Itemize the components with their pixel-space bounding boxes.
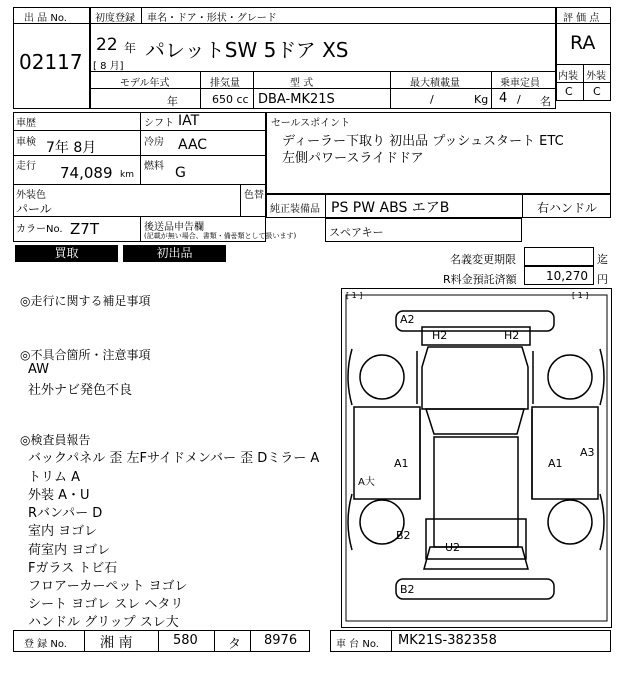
- plate-label: 登 録 No.: [24, 639, 67, 650]
- plate-kana: タ: [228, 637, 242, 652]
- inspector-item: 室内 ヨゴレ: [28, 524, 98, 539]
- color-change-label: 色替: [244, 190, 264, 201]
- damage-mark: A1: [548, 457, 563, 470]
- chassis-label: 車 台 No.: [336, 639, 379, 650]
- cooling: AAC: [178, 137, 208, 153]
- name-change-unit: 迄: [597, 253, 608, 266]
- max-load: /: [430, 93, 434, 106]
- chassis-number: MK21S-382358: [398, 633, 497, 648]
- ext-color-label: 外装色: [16, 190, 46, 201]
- ext-color: パール: [16, 202, 52, 216]
- model-type: DBA-MK21S: [258, 92, 335, 107]
- color-no-label: カラーNo.: [16, 224, 63, 235]
- inspector-item: シート ヨゴレ スレ ヘタリ: [28, 597, 184, 612]
- first-reg-label: 初度登録: [95, 13, 135, 24]
- evaluation-label: 評 価 点: [563, 13, 600, 24]
- name-change-label: 名義変更期限: [450, 253, 516, 266]
- history-label: 車歴: [16, 118, 36, 129]
- recycle-label: R料金預託済額: [443, 273, 517, 286]
- driving-notes-title: ◎走行に関する補足事項: [20, 294, 151, 308]
- name-change-box: [524, 247, 594, 266]
- corner-mark-left: [ 1 ]: [346, 291, 363, 300]
- defect-item: AW: [28, 362, 50, 377]
- displacement-label: 排気量: [210, 78, 240, 89]
- inspection-label: 車検: [16, 137, 36, 148]
- recycle-unit: 円: [597, 273, 608, 286]
- equipment-label: 純正装備品: [270, 204, 320, 215]
- equipment: PS PW ABS エアB: [331, 200, 450, 216]
- sales-point-line-2: 左側パワースライドドア: [282, 151, 424, 166]
- interior-grade: C: [565, 85, 573, 98]
- inspector-item: Rバンパー D: [28, 506, 103, 521]
- interior-label: 内装: [558, 71, 578, 82]
- inspector-item: トリム A: [28, 470, 81, 485]
- car-name-label: 車名・ドア・形状・グレード: [147, 13, 277, 24]
- evaluation-score: RA: [570, 32, 596, 54]
- first-listing-badge: 初出品: [123, 245, 226, 262]
- color-no: Z7T: [70, 220, 99, 238]
- mileage: 74,089: [60, 164, 113, 182]
- lot-number: 02117: [19, 50, 83, 74]
- aftermarket-label: 後送品申告欄: [144, 222, 204, 233]
- corner-mark-right: [ 1 ]: [572, 291, 589, 300]
- cooling-label: 冷房: [144, 137, 164, 148]
- inspector-title: ◎検査員報告: [20, 433, 91, 447]
- exterior-label: 外装: [586, 71, 606, 82]
- sales-point-line-1: ディーラー下取り 初出品 プッシュスタート ETC: [282, 134, 564, 149]
- inspector-item: ハンドル グリップ スレ大: [28, 615, 179, 630]
- type-label: 型 式: [290, 78, 314, 89]
- exterior-grade: C: [593, 85, 601, 98]
- fuel: G: [175, 165, 186, 181]
- first-reg-month: [ 8 月]: [93, 61, 124, 72]
- fuel-label: 燃料: [144, 161, 164, 172]
- defects-title: ◎不具合箇所・注意事項: [20, 348, 151, 362]
- damage-mark: B2: [400, 583, 415, 596]
- inspector-item: 外装 A・U: [28, 488, 90, 503]
- model-year-unit: 年: [167, 95, 178, 108]
- shift: IAT: [178, 113, 200, 129]
- damage-mark: H2: [504, 329, 520, 342]
- first-reg-year: 22: [96, 35, 118, 55]
- model-year-label: モデル年式: [120, 78, 170, 89]
- aftermarket-note: (記載が無い場合、書類・備품類として扱います): [144, 232, 297, 240]
- aftermarket: スペアキー: [329, 226, 384, 239]
- car-diagram: [341, 288, 612, 628]
- damage-mark: A3: [580, 446, 595, 459]
- lot-number-label: 出 品 No.: [24, 13, 67, 24]
- damage-mark: A2: [400, 313, 415, 326]
- inspector-item: バックパネル 歪 左Fサイドメンバー 歪 Dミラー A: [28, 451, 320, 466]
- max-load-label: 最大積載量: [410, 78, 460, 89]
- damage-mark: A1: [394, 457, 409, 470]
- displacement: 650 cc: [212, 93, 249, 106]
- plate-area: 湘 南: [100, 635, 133, 651]
- inspector-item: Fガラス トビ石: [28, 561, 118, 576]
- inspector-item: 荷室内 ヨゴレ: [28, 543, 111, 558]
- capacity-unit: 名: [540, 95, 551, 108]
- car-name: パレットSW 5ドア XS: [145, 38, 349, 62]
- damage-mark: B2: [396, 529, 411, 542]
- plate-number: 8976: [264, 633, 298, 648]
- max-load-unit: Kg: [474, 93, 489, 106]
- shift-label: シフト: [144, 118, 174, 129]
- purchase-badge: 買取: [15, 245, 118, 262]
- capacity: 4: [499, 91, 508, 106]
- inspector-item: フロアーカーペット ヨゴレ: [28, 579, 188, 594]
- damage-mark: H2: [432, 329, 448, 342]
- first-reg-year-unit: 年: [124, 41, 137, 55]
- damage-mark: U2: [445, 541, 461, 554]
- recycle-amount: 10,270: [546, 269, 588, 283]
- capacity-label: 乗車定員: [500, 78, 540, 89]
- mileage-unit: km: [120, 170, 134, 180]
- capacity-sep: /: [517, 93, 521, 106]
- sales-point-label: セールスポイント: [271, 118, 351, 129]
- handle-side: 右ハンドル: [537, 201, 598, 215]
- plate-class: 580: [173, 633, 198, 648]
- defect-item: 社外ナビ発色不良: [28, 383, 133, 398]
- damage-mark: A大: [358, 477, 375, 488]
- mileage-label: 走行: [16, 161, 36, 172]
- inspection: 7年 8月: [46, 140, 97, 156]
